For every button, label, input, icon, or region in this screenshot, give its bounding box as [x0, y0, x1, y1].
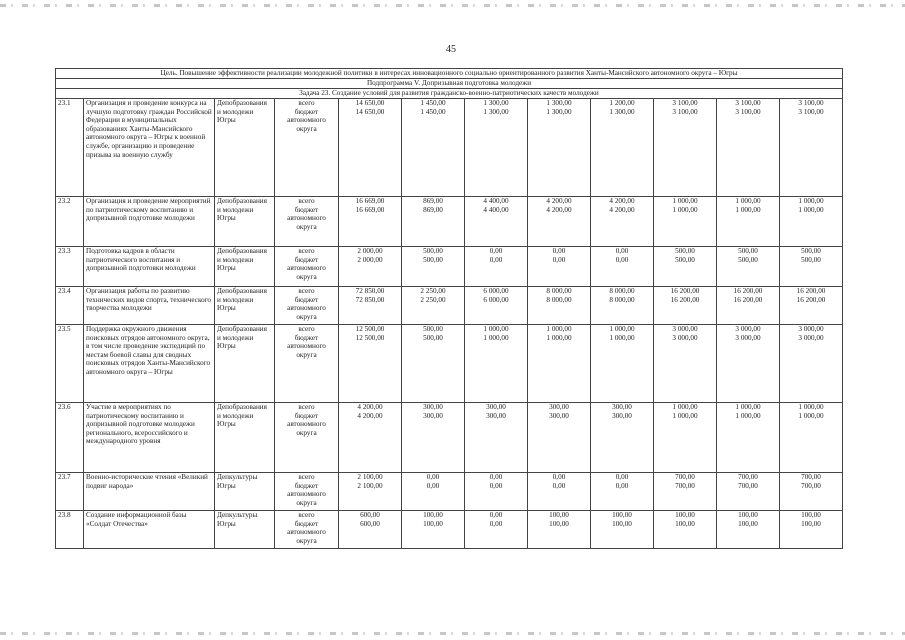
amount-budget: 100,00: [738, 519, 758, 528]
amount-cell: [591, 99, 654, 197]
amount-cell: [528, 197, 591, 247]
amount-budget: 3 100,00: [672, 107, 698, 116]
amount-cell: [339, 247, 402, 287]
amount-budget: 700,00: [675, 481, 695, 490]
funding-budget-label: бюджет: [294, 411, 319, 420]
subprogram-text: Подпрограмма V. Допризывная подготовка молодежи: [56, 79, 843, 89]
amount-budget: 16 200,00: [670, 295, 700, 304]
amount-total: 100,00: [612, 511, 632, 519]
amount-total: 300,00: [486, 403, 506, 411]
amount-total: 0,00: [552, 247, 566, 255]
funding-total-label: всего: [298, 287, 315, 295]
amount-cell: [717, 99, 780, 197]
amount-cell: [402, 511, 465, 549]
scan-edge-bottom: [0, 632, 905, 635]
row-number: 23.4: [56, 287, 84, 325]
amount-budget: 1 000,00: [798, 411, 824, 420]
amount-cell: [654, 403, 717, 473]
amount-cell: [339, 287, 402, 325]
amount-budget: 500,00: [738, 255, 758, 264]
amount-budget: 500,00: [423, 333, 443, 342]
amount-total: 0,00: [489, 511, 503, 519]
amount-cell: [465, 247, 528, 287]
amount-total: 16 200,00: [733, 287, 763, 295]
amount-total: 3 100,00: [798, 99, 824, 107]
funding-total-label: всего: [298, 511, 315, 519]
funding-budget-label: автономного: [287, 116, 326, 125]
amount-budget: 100,00: [423, 519, 443, 528]
amount-cell: [591, 247, 654, 287]
row-number: 23.3: [56, 247, 84, 287]
funding-source: [275, 511, 339, 549]
amount-cell: [591, 403, 654, 473]
amount-cell: [717, 511, 780, 549]
amount-total: 500,00: [423, 247, 443, 255]
amount-total: 4 200,00: [357, 403, 383, 411]
measure-name: Организация и проведение мероприятий по патриотическому воспитанию и допризывной подготовке молодежи: [84, 197, 215, 247]
goal-row: [56, 69, 843, 79]
amount-cell: [654, 473, 717, 511]
funding-budget-label: автономного: [287, 304, 326, 313]
measure-name: Создание информационной базы «Солдат Отечества»: [84, 511, 215, 549]
row-number: 23.2: [56, 197, 84, 247]
amount-cell: [339, 511, 402, 549]
amount-cell: [591, 287, 654, 325]
amount-cell: [717, 473, 780, 511]
table-row: [56, 287, 843, 325]
amount-cell: [654, 247, 717, 287]
amount-budget: 1 450,00: [420, 107, 446, 116]
amount-cell: [465, 403, 528, 473]
amount-cell: [654, 287, 717, 325]
amount-budget: 6 000,00: [483, 295, 509, 304]
amount-budget: 8 000,00: [546, 295, 572, 304]
amount-budget: 300,00: [612, 411, 632, 420]
funding-budget-label: бюджет: [294, 205, 319, 214]
funding-budget-label: бюджет: [294, 333, 319, 342]
amount-total: 1 000,00: [546, 325, 572, 333]
amount-total: 1 000,00: [672, 197, 698, 205]
amount-total: 700,00: [801, 473, 821, 481]
amount-budget: 4 200,00: [357, 411, 383, 420]
amount-cell: [465, 197, 528, 247]
amount-total: 1 000,00: [798, 403, 824, 411]
amount-cell: [528, 247, 591, 287]
amount-budget: 8 000,00: [609, 295, 635, 304]
executor: Депобразования и молодежи Югры: [215, 99, 275, 197]
amount-total: 100,00: [738, 511, 758, 519]
amount-cell: [780, 511, 843, 549]
amount-total: 1 000,00: [609, 325, 635, 333]
amount-cell: [402, 473, 465, 511]
amount-cell: [339, 473, 402, 511]
subprogram-row: [56, 79, 843, 89]
amount-total: 869,00: [423, 197, 443, 205]
amount-total: 3 100,00: [672, 99, 698, 107]
table-row: [56, 325, 843, 403]
funding-budget-label: округа: [296, 428, 317, 437]
amount-budget: 1 000,00: [735, 205, 761, 214]
amount-budget: 1 000,00: [609, 333, 635, 342]
amount-total: 4 200,00: [546, 197, 572, 205]
measure-name: Организация работы по развитию технических видов спорта, технического творчества молодежи: [84, 287, 215, 325]
amount-total: 300,00: [423, 403, 443, 411]
funding-total-label: всего: [298, 247, 315, 255]
funding-budget-label: округа: [296, 536, 317, 545]
amount-total: 0,00: [615, 473, 629, 481]
amount-total: 100,00: [675, 511, 695, 519]
amount-budget: 0,00: [615, 481, 629, 490]
table-row: [56, 473, 843, 511]
amount-budget: 16 669,00: [355, 205, 385, 214]
funding-source: [275, 247, 339, 287]
amount-cell: [528, 473, 591, 511]
table-row: [56, 403, 843, 473]
amount-budget: 300,00: [549, 411, 569, 420]
amount-budget: 2 100,00: [357, 481, 383, 490]
amount-budget: 3 000,00: [798, 333, 824, 342]
amount-total: 0,00: [489, 247, 503, 255]
amount-cell: [780, 247, 843, 287]
table-row: [56, 99, 843, 197]
amount-cell: [780, 325, 843, 403]
amount-total: 4 200,00: [609, 197, 635, 205]
amount-cell: [339, 197, 402, 247]
amount-budget: 1 000,00: [798, 205, 824, 214]
amount-cell: [591, 325, 654, 403]
amount-total: 700,00: [675, 473, 695, 481]
amount-budget: 0,00: [489, 481, 503, 490]
amount-cell: [339, 325, 402, 403]
amount-total: 500,00: [423, 325, 443, 333]
amount-cell: [654, 511, 717, 549]
amount-budget: 0,00: [489, 255, 503, 264]
measure-name: Поддержка окружного движения поисковых отрядов автономного округа, в том числе проведение экспедиций по местам боевой славы для сводных поисковых отрядов Ханты-Мансийского автономного округа – Югры: [84, 325, 215, 403]
amount-budget: 300,00: [486, 411, 506, 420]
amount-budget: 14 650,00: [355, 107, 385, 116]
amount-budget: 1 000,00: [672, 205, 698, 214]
amount-budget: 0,00: [552, 255, 566, 264]
amount-budget: 4 200,00: [546, 205, 572, 214]
measure-name: Подготовка кадров в области патриотического воспитания и допризывной подготовки молодежи: [84, 247, 215, 287]
amount-total: 0,00: [426, 473, 440, 481]
amount-total: 1 200,00: [609, 99, 635, 107]
amount-total: 2 100,00: [357, 473, 383, 481]
funding-budget-label: округа: [296, 272, 317, 281]
amount-total: 6 000,00: [483, 287, 509, 295]
amount-cell: [717, 325, 780, 403]
amount-total: 16 669,00: [355, 197, 385, 205]
amount-budget: 1 000,00: [546, 333, 572, 342]
amount-budget: 16 200,00: [796, 295, 826, 304]
measure-name: Участие в мероприятиях по патриотическому воспитанию и допризывной подготовке молодежи регионального, всероссийского и международного уровня: [84, 403, 215, 473]
amount-cell: [465, 473, 528, 511]
amount-budget: 16 200,00: [733, 295, 763, 304]
row-number: 23.6: [56, 403, 84, 473]
funding-source: [275, 473, 339, 511]
funding-budget-label: автономного: [287, 528, 326, 537]
amount-total: 1 000,00: [735, 197, 761, 205]
funding-total-label: всего: [298, 325, 315, 333]
funding-budget-label: автономного: [287, 214, 326, 223]
amount-total: 0,00: [489, 473, 503, 481]
amount-total: 1 000,00: [672, 403, 698, 411]
funding-total-label: всего: [298, 473, 315, 481]
amount-budget: 72 850,00: [355, 295, 385, 304]
executor: Депобразования и молодежи Югры: [215, 287, 275, 325]
amount-cell: [528, 511, 591, 549]
funding-total-label: всего: [298, 197, 315, 205]
amount-total: 0,00: [552, 473, 566, 481]
amount-budget: 1 000,00: [483, 333, 509, 342]
amount-total: 300,00: [612, 403, 632, 411]
amount-cell: [465, 287, 528, 325]
amount-total: 4 400,00: [483, 197, 509, 205]
amount-budget: 300,00: [423, 411, 443, 420]
amount-cell: [528, 403, 591, 473]
task-row: [56, 89, 843, 99]
amount-cell: [528, 99, 591, 197]
funding-budget-label: бюджет: [294, 107, 319, 116]
program-table: [55, 68, 843, 549]
amount-total: 3 000,00: [735, 325, 761, 333]
row-number: 23.5: [56, 325, 84, 403]
amount-cell: [780, 99, 843, 197]
amount-cell: [654, 197, 717, 247]
amount-total: 100,00: [423, 511, 443, 519]
funding-budget-label: бюджет: [294, 519, 319, 528]
funding-source: [275, 403, 339, 473]
amount-budget: 3 000,00: [735, 333, 761, 342]
amount-budget: 1 000,00: [672, 411, 698, 420]
funding-source: [275, 99, 339, 197]
amount-cell: [591, 473, 654, 511]
amount-cell: [528, 325, 591, 403]
funding-budget-label: округа: [296, 350, 317, 359]
amount-total: 3 000,00: [798, 325, 824, 333]
amount-cell: [465, 325, 528, 403]
funding-budget-label: автономного: [287, 420, 326, 429]
amount-cell: [717, 287, 780, 325]
funding-budget-label: округа: [296, 312, 317, 321]
executor: Депкультуры Югры: [215, 473, 275, 511]
amount-total: 16 200,00: [796, 287, 826, 295]
amount-cell: [654, 325, 717, 403]
amount-budget: 600,00: [360, 519, 380, 528]
amount-budget: 12 500,00: [355, 333, 385, 342]
funding-budget-label: автономного: [287, 342, 326, 351]
amount-total: 1 450,00: [420, 99, 446, 107]
amount-cell: [591, 511, 654, 549]
amount-total: 0,00: [615, 247, 629, 255]
amount-cell: [717, 197, 780, 247]
amount-total: 500,00: [738, 247, 758, 255]
amount-cell: [339, 403, 402, 473]
amount-budget: 3 100,00: [735, 107, 761, 116]
goal-text: Цель. Повышение эффективности реализации молодежной политики в интересах инновационного социально ориентированного развития Ханты-Мансийского автономного округа – Югры: [56, 69, 843, 79]
amount-total: 1 000,00: [798, 197, 824, 205]
amount-cell: [402, 403, 465, 473]
amount-budget: 4 200,00: [609, 205, 635, 214]
amount-cell: [402, 325, 465, 403]
amount-cell: [402, 247, 465, 287]
amount-total: 700,00: [738, 473, 758, 481]
amount-total: 2 000,00: [357, 247, 383, 255]
amount-total: 8 000,00: [546, 287, 572, 295]
amount-cell: [780, 403, 843, 473]
amount-budget: 500,00: [801, 255, 821, 264]
funding-budget-label: бюджет: [294, 295, 319, 304]
funding-budget-label: округа: [296, 124, 317, 133]
amount-cell: [465, 99, 528, 197]
funding-source: [275, 325, 339, 403]
funding-budget-label: округа: [296, 222, 317, 231]
amount-total: 600,00: [360, 511, 380, 519]
page-number: 45: [446, 44, 456, 55]
amount-cell: [654, 99, 717, 197]
amount-budget: 2 000,00: [357, 255, 383, 264]
funding-budget-label: округа: [296, 498, 317, 507]
amount-budget: 3 100,00: [798, 107, 824, 116]
amount-cell: [402, 197, 465, 247]
amount-budget: 100,00: [612, 519, 632, 528]
amount-budget: 869,00: [423, 205, 443, 214]
amount-total: 100,00: [801, 511, 821, 519]
measure-name: Организация и проведение конкурса на лучшую подготовку граждан Российской Федерации в муниципальных образованиях Ханты-Мансийского автономного округа – Югры к военной службе, организацию и проведение призыва на военную службу: [84, 99, 215, 197]
amount-budget: 1 300,00: [483, 107, 509, 116]
amount-budget: 1 300,00: [609, 107, 635, 116]
amount-budget: 2 250,00: [420, 295, 446, 304]
amount-budget: 3 000,00: [672, 333, 698, 342]
amount-cell: [465, 511, 528, 549]
table-row: [56, 511, 843, 549]
amount-budget: 0,00: [489, 519, 503, 528]
funding-budget-label: автономного: [287, 264, 326, 273]
amount-budget: 0,00: [426, 481, 440, 490]
amount-cell: [591, 197, 654, 247]
amount-cell: [402, 99, 465, 197]
amount-total: 1 000,00: [483, 325, 509, 333]
amount-total: 3 100,00: [735, 99, 761, 107]
funding-source: [275, 287, 339, 325]
scan-edge-top: [0, 4, 905, 7]
executor: Депобразования и молодежи Югры: [215, 247, 275, 287]
amount-total: 500,00: [675, 247, 695, 255]
amount-total: 300,00: [549, 403, 569, 411]
amount-cell: [402, 287, 465, 325]
amount-cell: [717, 403, 780, 473]
row-number: 23.1: [56, 99, 84, 197]
amount-cell: [717, 247, 780, 287]
amount-budget: 100,00: [801, 519, 821, 528]
amount-total: 16 200,00: [670, 287, 700, 295]
amount-budget: 0,00: [615, 255, 629, 264]
funding-total-label: всего: [298, 99, 315, 107]
amount-budget: 700,00: [801, 481, 821, 490]
amount-budget: 100,00: [675, 519, 695, 528]
amount-total: 14 650,00: [355, 99, 385, 107]
amount-budget: 0,00: [552, 481, 566, 490]
amount-total: 12 500,00: [355, 325, 385, 333]
executor: Депобразования и молодежи Югры: [215, 403, 275, 473]
amount-budget: 500,00: [675, 255, 695, 264]
amount-total: 3 000,00: [672, 325, 698, 333]
amount-total: 2 250,00: [420, 287, 446, 295]
amount-budget: 1 300,00: [546, 107, 572, 116]
amount-total: 1 300,00: [546, 99, 572, 107]
amount-cell: [780, 287, 843, 325]
funding-budget-label: автономного: [287, 490, 326, 499]
amount-total: 8 000,00: [609, 287, 635, 295]
amount-budget: 4 400,00: [483, 205, 509, 214]
executor: Депобразования и молодежи Югры: [215, 197, 275, 247]
amount-budget: 100,00: [549, 519, 569, 528]
amount-cell: [780, 197, 843, 247]
funding-budget-label: бюджет: [294, 255, 319, 264]
row-number: 23.8: [56, 511, 84, 549]
executor: Депобразования и молодежи Югры: [215, 325, 275, 403]
amount-cell: [780, 473, 843, 511]
executor: Депкультуры Югры: [215, 511, 275, 549]
table-row: [56, 197, 843, 247]
amount-cell: [528, 287, 591, 325]
table-row: [56, 247, 843, 287]
amount-total: 1 300,00: [483, 99, 509, 107]
task-text: Задача 23. Создание условий для развития гражданско-военно-патриотических качеств молодежи: [56, 89, 843, 99]
amount-budget: 700,00: [738, 481, 758, 490]
amount-total: 500,00: [801, 247, 821, 255]
measure-name: Военно-исторические чтения «Великий подвиг народа»: [84, 473, 215, 511]
amount-budget: 1 000,00: [735, 411, 761, 420]
amount-total: 100,00: [549, 511, 569, 519]
amount-total: 72 850,00: [355, 287, 385, 295]
funding-source: [275, 197, 339, 247]
funding-total-label: всего: [298, 403, 315, 411]
funding-budget-label: бюджет: [294, 481, 319, 490]
amount-cell: [339, 99, 402, 197]
amount-total: 1 000,00: [735, 403, 761, 411]
amount-budget: 500,00: [423, 255, 443, 264]
row-number: 23.7: [56, 473, 84, 511]
